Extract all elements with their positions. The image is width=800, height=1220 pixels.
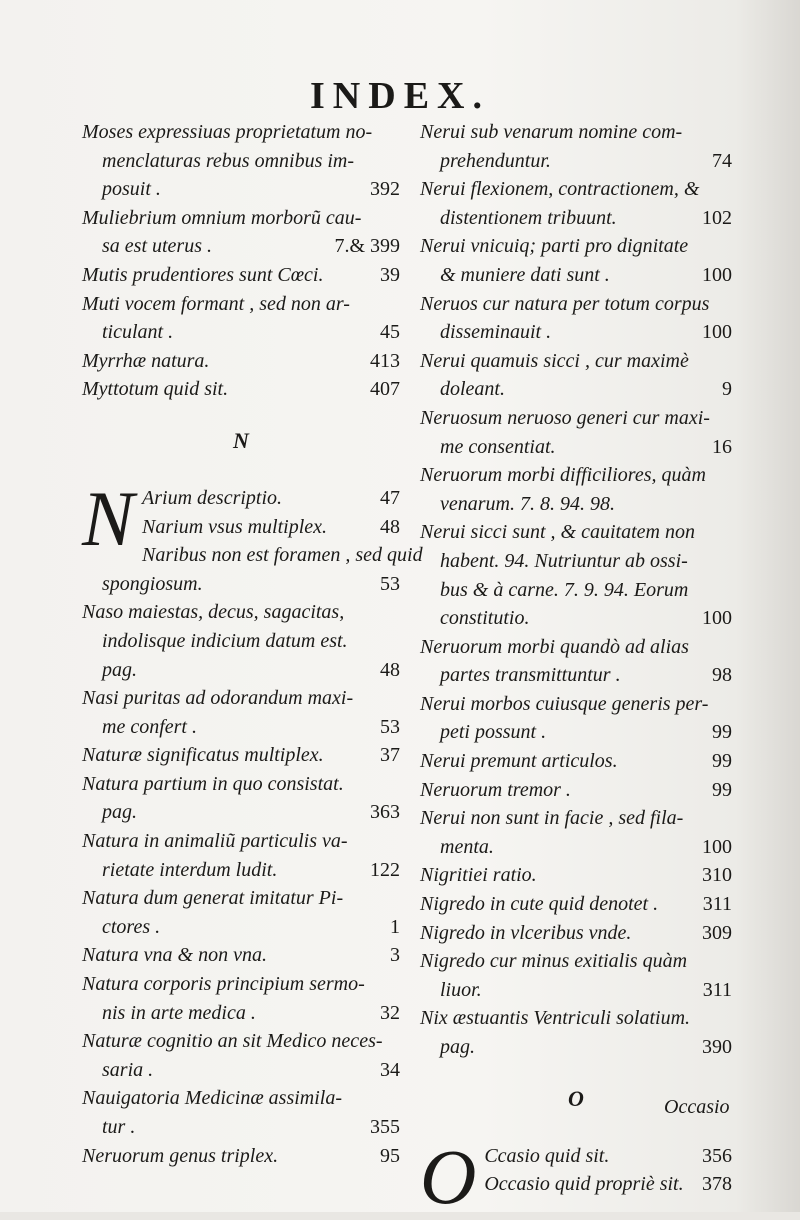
page-reference: 311: [702, 893, 732, 916]
entry-text: Natura dum generat imitatur Pi-: [82, 887, 344, 910]
index-entry: [82, 261, 400, 290]
entry-text: Nigredo cur minus exitialis quàm: [420, 950, 688, 973]
index-entry: [82, 1084, 400, 1141]
index-entry: [420, 776, 732, 805]
entry-text: & muniere dati sunt .: [440, 263, 610, 286]
entry-line: [420, 890, 732, 919]
index-entry: [420, 804, 732, 861]
entry-line: [420, 404, 732, 433]
entry-line: [82, 1056, 400, 1085]
entry-line: [82, 375, 400, 404]
entry-line: [420, 318, 732, 347]
index-entry: [420, 919, 732, 948]
entry-text: Neruorum genus triplex.: [82, 1144, 279, 1167]
entry-line: [82, 827, 400, 856]
entry-text: distentionem tribuunt.: [440, 206, 617, 229]
entry-text: Nerui premunt articulos.: [420, 750, 618, 773]
page-reference: 39: [380, 263, 400, 286]
entry-line: [420, 1004, 732, 1033]
entry-line: [420, 433, 732, 462]
page-reference: 99: [712, 750, 732, 773]
page-reference: 355: [370, 1116, 400, 1138]
entry-line: [420, 633, 732, 662]
entry-text: rietate interdum ludit.: [102, 858, 278, 881]
page-reference: 100: [702, 607, 732, 630]
entry-text: Natura vna & non vna.: [82, 944, 267, 967]
entry-line: [420, 833, 732, 862]
entry-line: [420, 547, 732, 576]
entry-text: venarum. 7. 8. 94. 98.: [440, 492, 615, 515]
entry-line: [82, 656, 400, 685]
index-entry: [82, 118, 400, 204]
index-entry: [82, 770, 400, 827]
entry-text: doleant.: [440, 378, 505, 401]
entry-text: disseminauit .: [440, 321, 552, 344]
page-reference: 48: [380, 658, 400, 681]
entry-text: habent. 94. Nutriuntur ab ossi-: [440, 549, 688, 572]
entry-text: Nerui vnicuiq; parti pro dignitate: [420, 235, 689, 258]
entry-text: Nerui sub venarum nomine com-: [420, 121, 683, 143]
page-reference: 47: [380, 486, 400, 509]
index-entry: [420, 947, 732, 1004]
entry-text: Natura in animaliũ particulis va-: [82, 830, 348, 853]
page-reference: 32: [380, 1001, 400, 1024]
entry-text: Muti vocem formant , sed non ar-: [82, 292, 350, 315]
entry-line: [82, 999, 400, 1028]
page-reference: 99: [712, 721, 732, 744]
entry-text: peti possunt .: [440, 721, 547, 744]
entry-line: [82, 570, 400, 599]
page-reference: 100: [702, 263, 732, 286]
index-entry: [82, 827, 400, 884]
section-heading-o: O: [568, 1085, 584, 1111]
page-reference: 100: [702, 321, 732, 344]
entry-line: [420, 976, 732, 1005]
catchword: Occasio: [664, 1096, 730, 1118]
page-reference: 95: [380, 1144, 400, 1167]
index-entry: [82, 884, 400, 941]
index-entry: [420, 347, 732, 404]
page-reference: 1: [390, 915, 400, 938]
entry-line: [420, 490, 732, 519]
entry-text: nis in arte medica .: [102, 1001, 256, 1024]
entry-text: Nerui sicci sunt , & cauitatem non: [420, 521, 695, 544]
page-reference: 7.& 399: [334, 235, 400, 258]
right-column: [420, 118, 732, 1220]
entry-text: tur .: [102, 1116, 136, 1138]
index-entry: [420, 232, 732, 289]
index-entry: [420, 747, 732, 776]
entry-text: Narium vsus multiplex.: [142, 515, 328, 538]
page-reference: 48: [380, 515, 400, 538]
entry-line: [82, 913, 400, 942]
entry-line: [420, 232, 732, 261]
entry-line: [82, 347, 400, 376]
entry-text: prehenduntur.: [440, 149, 551, 172]
left-column: [82, 118, 423, 1170]
entry-line: [420, 804, 732, 833]
page-reference: 309: [702, 921, 732, 944]
entry-line: [82, 884, 400, 913]
index-entry: [82, 970, 400, 1027]
index-entry: [82, 204, 400, 261]
entry-line: [420, 661, 732, 690]
entry-text: Nerui morbos cuiusque generis per-: [420, 692, 709, 715]
index-entry: [420, 633, 732, 690]
entry-line: [420, 718, 732, 747]
entry-line: [82, 713, 400, 742]
entries-m: [82, 118, 400, 404]
entry-line: [420, 1033, 732, 1062]
entry-line: [82, 204, 400, 233]
entry-text: Nigredo in vlceribus vnde.: [420, 921, 632, 944]
section-heading-n: N: [233, 427, 249, 453]
page-reference: 53: [380, 715, 400, 738]
entry-text: Mutis prudentiores sunt Cœci.: [82, 263, 324, 286]
page-reference: 37: [380, 744, 400, 767]
index-entry: [82, 598, 400, 684]
drop-cap-entry-o: [420, 1132, 732, 1220]
page-reference: 102: [702, 206, 732, 229]
entry-text: pag.: [102, 658, 137, 681]
entry-text: menta.: [440, 835, 494, 858]
entry-line: [420, 261, 732, 290]
entry-line: [82, 627, 400, 656]
entry-line: [82, 798, 400, 827]
page-reference: 74: [712, 149, 732, 172]
entry-text: Neruosum neruoso generi cur maxi-: [420, 406, 710, 429]
index-entry: [420, 861, 732, 890]
entry-line: [484, 1170, 732, 1199]
page-reference: 413: [370, 349, 400, 372]
page-reference: 363: [370, 801, 400, 824]
entry-line: [82, 147, 400, 176]
entry-line: [82, 290, 400, 319]
entry-line: [420, 576, 732, 605]
entry-line: [82, 1142, 400, 1171]
drop-cap: O: [420, 1132, 477, 1220]
entry-text: Neruorum morbi difficiliores, quàm: [420, 464, 706, 487]
entry-text: menclaturas rebus omnibus im-: [102, 149, 355, 172]
entry-text: indolisque indicium datum est.: [102, 629, 348, 652]
index-entry: [420, 118, 732, 175]
entry-line: [82, 684, 400, 713]
entry-text: pag.: [102, 801, 137, 824]
entry-line: [420, 175, 732, 204]
entry-line: [82, 1027, 400, 1056]
index-entry: [82, 375, 400, 404]
entry-line: [82, 941, 400, 970]
entry-line: [82, 232, 400, 261]
entry-line: [82, 598, 400, 627]
entry-text: Arium descriptio.: [142, 486, 283, 509]
entry-text: Nigritiei ratio.: [420, 864, 537, 887]
entry-text: pag.: [440, 1036, 475, 1058]
entry-text: Nigredo in cute quid denotet .: [420, 893, 659, 916]
index-entry: [420, 690, 732, 747]
entry-text: Naturæ cognitio an sit Medico neces-: [82, 1030, 383, 1053]
drop-cap: N: [82, 474, 135, 562]
entry-text: Natura corporis principium sermo-: [82, 973, 365, 996]
entry-line: [82, 261, 400, 290]
index-entry: [420, 518, 732, 632]
entry-line: [420, 204, 732, 233]
page-reference: 390: [702, 1036, 732, 1058]
entry-line: [82, 741, 400, 770]
entry-text: saria .: [102, 1058, 154, 1081]
page-reference: 378: [702, 1173, 732, 1196]
index-entry: [420, 404, 732, 461]
entry-line: [420, 776, 732, 805]
entry-text: Nauigatoria Medicinæ assimila-: [82, 1087, 342, 1110]
entry-text: partes transmittuntur .: [440, 664, 621, 687]
page-reference: 53: [380, 572, 400, 595]
entry-text: ctores .: [102, 915, 161, 938]
entry-line: [420, 861, 732, 890]
entry-text: me consentiat.: [440, 435, 556, 458]
entries-n: [82, 541, 423, 1170]
entry-line: [82, 1113, 400, 1142]
page-reference: 9: [722, 378, 732, 401]
page-reference: 392: [370, 178, 400, 201]
entry-line: [82, 118, 400, 147]
index-entry: [82, 347, 400, 376]
index-entry: [420, 290, 732, 347]
entry-text: Nerui flexionem, contractionem, &: [420, 178, 700, 201]
page-reference: 98: [712, 664, 732, 687]
entry-line: [420, 290, 732, 319]
index-entry: [420, 175, 732, 232]
entry-text: Nasi puritas ad odorandum maxi-: [82, 687, 354, 710]
entry-text: liuor.: [440, 978, 482, 1001]
entry-text: Myrrhæ natura.: [82, 349, 210, 372]
entry-line: [420, 118, 732, 147]
entry-text: Naribus non est foramen , sed quid: [142, 544, 423, 567]
page-reference: 356: [702, 1144, 732, 1167]
entry-line: [420, 747, 732, 776]
entry-text: bus & à carne. 7. 9. 94. Eorum: [440, 578, 689, 601]
entry-line: [142, 541, 423, 570]
index-entry: [420, 1004, 732, 1061]
entry-line: [82, 856, 400, 885]
page-reference: 3: [390, 944, 400, 967]
entry-text: spongiosum.: [102, 572, 203, 595]
entry-line: [420, 604, 732, 633]
entry-line: [142, 513, 400, 542]
page-reference: 16: [712, 435, 732, 458]
page-reference: 34: [380, 1058, 400, 1081]
page-reference: 310: [702, 864, 732, 887]
entry-line: [420, 461, 732, 490]
page-reference: 311: [702, 978, 732, 1001]
entry-line: [82, 1084, 400, 1113]
entry-line: [420, 518, 732, 547]
index-entry: [420, 890, 732, 919]
entry-text: posuit .: [102, 178, 161, 201]
page-reference: 100: [702, 835, 732, 858]
entry-line: [420, 947, 732, 976]
entry-line: [82, 175, 400, 204]
entry-text: Neruorum morbi quandò ad alias: [420, 635, 689, 658]
entry-text: me confert .: [102, 715, 197, 738]
entry-line: [420, 375, 732, 404]
index-entry: [420, 1132, 732, 1220]
entry-text: sa est uterus .: [102, 235, 212, 258]
index-entry: [82, 1027, 400, 1084]
entry-text: Myttotum quid sit.: [82, 378, 229, 401]
entry-line: [82, 318, 400, 347]
index-entry: [82, 741, 400, 770]
entries-n-cont: [420, 118, 732, 1062]
entry-line: [484, 1142, 732, 1171]
index-entry: [82, 684, 400, 741]
page-reference: 407: [370, 378, 400, 401]
entry-line: [420, 147, 732, 176]
entry-text: Natura partium in quo consistat.: [82, 772, 344, 795]
page-reference: 122: [370, 858, 400, 881]
entry-line: [420, 347, 732, 376]
entry-text: Muliebrium omnium morborũ cau-: [82, 206, 362, 229]
entry-line: [82, 770, 400, 799]
entry-text: constitutio.: [440, 607, 530, 630]
entry-text: Ccasio quid sit.: [484, 1144, 610, 1167]
entry-text: Nerui non sunt in facie , sed fila-: [420, 807, 684, 830]
entry-line: [82, 970, 400, 999]
page-header: INDEX.: [310, 75, 490, 117]
entry-line: [420, 919, 732, 948]
index-entry: [420, 461, 732, 518]
entry-text: Nerui quamuis sicci , cur maximè: [420, 349, 689, 372]
entry-text: Occasio quid propriè sit.: [484, 1173, 684, 1196]
entry-text: Moses expressiuas proprietatum no-: [82, 121, 373, 143]
index-entry: [82, 1142, 400, 1171]
entry-text: Naturæ significatus multiplex.: [82, 744, 324, 767]
page-reference: 99: [712, 778, 732, 801]
entry-line: [142, 484, 400, 513]
entry-text: Neruos cur natura per totum corpus: [420, 292, 710, 315]
entry-text: ticulant .: [102, 321, 174, 344]
entry-text: Naso maiestas, decus, sagacitas,: [82, 601, 345, 624]
entry-text: Nix æstuantis Ventriculi solatium.: [420, 1007, 691, 1030]
entry-text: Neruorum tremor .: [420, 778, 571, 801]
entry-line: [420, 690, 732, 719]
index-entry: [82, 941, 400, 970]
page-reference: 45: [380, 321, 400, 344]
index-entry: [82, 290, 400, 347]
